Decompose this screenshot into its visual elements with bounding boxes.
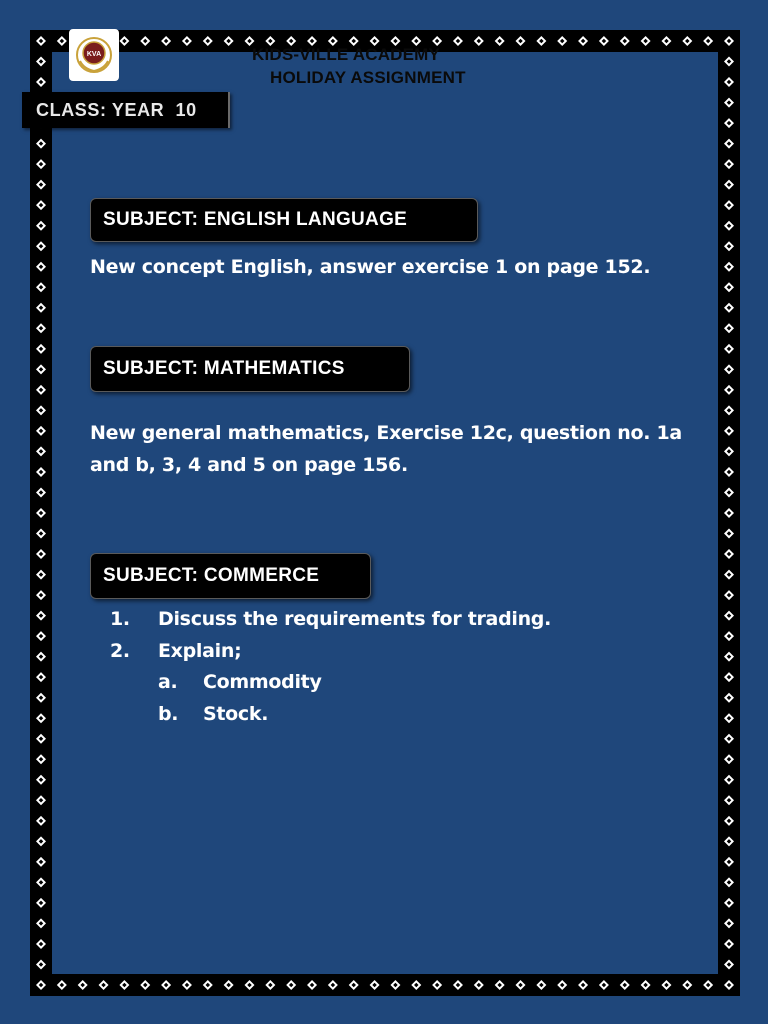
border-diamond (36, 467, 46, 477)
border-diamond (557, 36, 567, 46)
border-diamond (36, 672, 46, 682)
border-diamond (724, 159, 734, 169)
commerce-item-2-text: Explain; (158, 640, 242, 662)
border-diamond (724, 98, 734, 108)
commerce-item-1-text: Discuss the requirements for trading. (158, 608, 552, 630)
border-diamond (724, 836, 734, 846)
commerce-subitem-b-text: Stock. (203, 703, 269, 725)
border-diamond (286, 980, 296, 990)
border-diamond (36, 795, 46, 805)
border-diamond (99, 980, 109, 990)
border-diamond (516, 36, 526, 46)
border-diamond (224, 36, 234, 46)
border-diamond (724, 426, 734, 436)
border-diamond (57, 980, 67, 990)
border-diamond (724, 139, 734, 149)
border-diamond (724, 36, 734, 46)
border-diamond (724, 877, 734, 887)
border-diamond (307, 980, 317, 990)
border-diamond (36, 754, 46, 764)
border-diamond (224, 980, 234, 990)
border-diamond (724, 713, 734, 723)
subject-banner-mathematics: SUBJECT: MATHEMATICS (90, 346, 410, 392)
border-diamond (36, 364, 46, 374)
border-diamond (370, 980, 380, 990)
border-diamond (57, 36, 67, 46)
border-diamond (724, 754, 734, 764)
border-diamond (119, 980, 129, 990)
border-diamond (36, 570, 46, 580)
border-diamond (724, 672, 734, 682)
border-diamond (36, 77, 46, 87)
border-diamond (203, 36, 213, 46)
mathematics-assignment-text: New general mathematics, Exercise 12c, question no. 1a and b, 3, 4 and 5 on page 156. (90, 422, 682, 476)
border-diamond (36, 775, 46, 785)
commerce-subitem-a-text: Commodity (203, 671, 322, 693)
border-diamond (724, 323, 734, 333)
border-diamond (36, 939, 46, 949)
border-diamond (724, 77, 734, 87)
border-diamond (724, 508, 734, 518)
border-diamond (724, 200, 734, 210)
border-diamond (182, 980, 192, 990)
border-diamond (724, 939, 734, 949)
border-diamond (36, 529, 46, 539)
border-diamond (724, 652, 734, 662)
border-diamond (495, 36, 505, 46)
border-diamond (36, 590, 46, 600)
border-diamond (36, 282, 46, 292)
border-diamond (578, 980, 588, 990)
subject-banner-english: SUBJECT: ENGLISH LANGUAGE (90, 198, 478, 242)
border-diamond (244, 980, 254, 990)
border-diamond (140, 36, 150, 46)
border-diamond (578, 36, 588, 46)
border-diamond (724, 631, 734, 641)
border-diamond (36, 405, 46, 415)
border-diamond (432, 980, 442, 990)
border-diamond (661, 980, 671, 990)
border-diamond (724, 344, 734, 354)
border-diamond (724, 898, 734, 908)
border-diamond (36, 200, 46, 210)
border-diamond (724, 487, 734, 497)
border-diamond (557, 980, 567, 990)
border-diamond (724, 241, 734, 251)
border-diamond (599, 36, 609, 46)
border-diamond (641, 980, 651, 990)
border-diamond (620, 36, 630, 46)
border-diamond (36, 426, 46, 436)
border-diamond (703, 36, 713, 46)
border-diamond (495, 980, 505, 990)
border-diamond (724, 221, 734, 231)
commerce-item-2-marker: 2. (110, 640, 130, 662)
border-diamond (724, 303, 734, 313)
border-diamond (36, 487, 46, 497)
border-diamond (724, 857, 734, 867)
border-diamond (161, 980, 171, 990)
svg-text:KVA: KVA (86, 51, 102, 58)
border-diamond (36, 262, 46, 272)
border-diamond (36, 159, 46, 169)
border-diamond (36, 549, 46, 559)
border-diamond (36, 877, 46, 887)
border-diamond (536, 36, 546, 46)
border-diamond (36, 139, 46, 149)
border-diamond (203, 980, 213, 990)
border-diamond (724, 590, 734, 600)
border-diamond (36, 959, 46, 969)
border-diamond (36, 385, 46, 395)
border-diamond (724, 385, 734, 395)
border-diamond (36, 508, 46, 518)
border-diamond (724, 775, 734, 785)
class-banner: CLASS: YEAR 10 (22, 92, 230, 128)
border-diamond (36, 693, 46, 703)
border-diamond (36, 631, 46, 641)
school-name: KIDS-VILLE ACADEMY (252, 45, 441, 64)
border-diamond (36, 344, 46, 354)
border-diamond (641, 36, 651, 46)
page-inner-area (52, 52, 718, 974)
border-diamond (724, 693, 734, 703)
border-diamond (724, 611, 734, 621)
border-diamond (36, 241, 46, 251)
border-diamond (36, 857, 46, 867)
border-diamond (724, 570, 734, 580)
border-diamond (724, 816, 734, 826)
border-diamond (182, 36, 192, 46)
border-diamond (724, 549, 734, 559)
border-diamond (411, 980, 421, 990)
page-border-frame (30, 30, 740, 996)
border-diamond (36, 57, 46, 67)
border-diamond (474, 980, 484, 990)
border-diamond (453, 980, 463, 990)
border-diamond (36, 323, 46, 333)
border-diamond (516, 980, 526, 990)
border-diamond (390, 980, 400, 990)
border-diamond (724, 118, 734, 128)
border-diamond (328, 980, 338, 990)
border-diamond (724, 959, 734, 969)
english-assignment-text: New concept English, answer exercise 1 on page 152. (90, 256, 651, 278)
commerce-subitem-a-marker: a. (158, 671, 178, 693)
border-diamond (36, 980, 46, 990)
border-diamond (724, 795, 734, 805)
border-diamond (724, 918, 734, 928)
border-diamond (620, 980, 630, 990)
border-diamond (724, 180, 734, 190)
commerce-subitem-b-marker: b. (158, 703, 179, 725)
border-diamond (724, 980, 734, 990)
border-diamond (36, 303, 46, 313)
border-diamond (724, 57, 734, 67)
border-diamond (453, 36, 463, 46)
border-diamond (78, 980, 88, 990)
border-diamond (724, 467, 734, 477)
border-diamond (724, 529, 734, 539)
border-diamond (724, 364, 734, 374)
border-diamond (349, 980, 359, 990)
border-diamond (36, 36, 46, 46)
border-diamond (36, 836, 46, 846)
border-diamond (724, 446, 734, 456)
border-diamond (682, 980, 692, 990)
border-diamond (36, 713, 46, 723)
border-diamond (36, 734, 46, 744)
school-logo (69, 29, 119, 81)
border-diamond (682, 36, 692, 46)
assignment-title: HOLIDAY ASSIGNMENT (270, 68, 466, 87)
border-diamond (119, 36, 129, 46)
border-diamond (599, 980, 609, 990)
border-diamond (36, 898, 46, 908)
border-diamond (36, 221, 46, 231)
border-diamond (161, 36, 171, 46)
border-diamond (36, 180, 46, 190)
border-diamond (724, 734, 734, 744)
border-diamond (36, 611, 46, 621)
border-diamond (265, 980, 275, 990)
border-diamond (140, 980, 150, 990)
border-diamond (36, 446, 46, 456)
border-diamond (474, 36, 484, 46)
border-diamond (661, 36, 671, 46)
border-diamond (724, 262, 734, 272)
border-diamond (536, 980, 546, 990)
commerce-item-1-marker: 1. (110, 608, 130, 630)
border-diamond (724, 282, 734, 292)
subject-banner-commerce: SUBJECT: COMMERCE (90, 553, 371, 599)
border-diamond (36, 652, 46, 662)
school-crest-icon (74, 35, 114, 75)
border-diamond (724, 405, 734, 415)
border-diamond (36, 918, 46, 928)
border-diamond (36, 816, 46, 826)
border-diamond (703, 980, 713, 990)
